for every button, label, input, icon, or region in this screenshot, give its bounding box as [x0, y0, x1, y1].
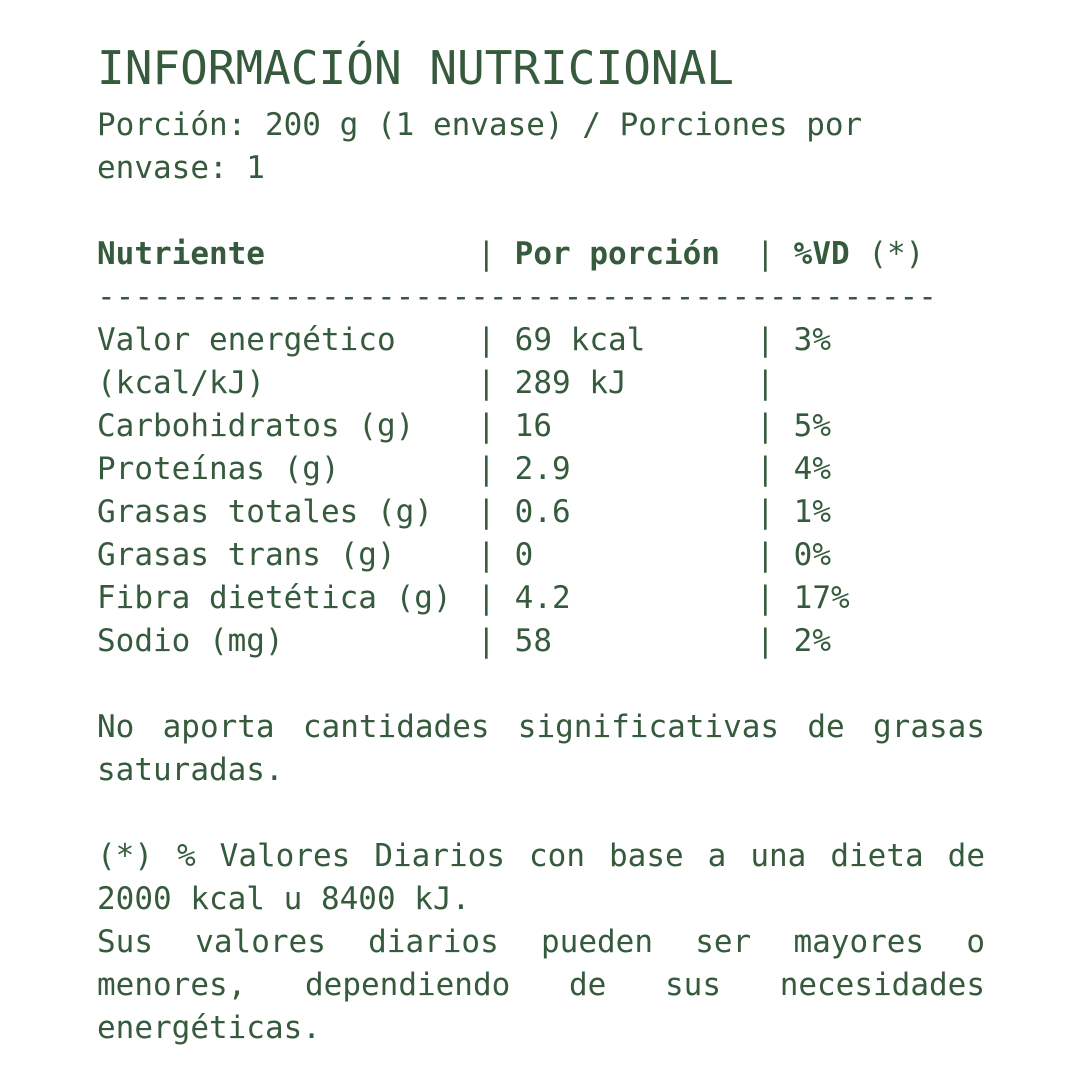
nutrient-dv: 5% — [793, 408, 831, 444]
table-header-row — [97, 233, 985, 276]
column-separator: | — [756, 580, 775, 616]
column-separator: | — [477, 451, 496, 487]
daily-values-variation-note: Sus valores diarios pueden ser mayores o menores, dependiendo de sus necesidades energéticas. — [97, 924, 985, 1046]
nutrient-name: Carbohidratos (g) — [97, 408, 415, 444]
column-header-nutrient: Nutriente — [97, 236, 265, 272]
column-separator: | — [756, 451, 775, 487]
nutrient-value: 0 — [514, 537, 534, 573]
column-separator: | — [477, 322, 496, 358]
column-separator: | — [756, 537, 775, 573]
table-row — [97, 620, 985, 663]
table-row — [97, 448, 985, 491]
nutrient-dv: 17% — [793, 580, 850, 616]
nutrient-dv: 1% — [793, 494, 831, 530]
nutrient-name: Sodio (mg) — [97, 623, 284, 659]
nutrient-dv: 0% — [793, 537, 831, 573]
column-header-per-serving-cell — [477, 233, 756, 276]
nutrient-value: 58 — [514, 623, 552, 659]
serving-info: Porción: 200 g (1 envase) / Porciones por envase: 1 — [97, 107, 863, 186]
table-row — [97, 362, 985, 405]
nutrient-name: Grasas totales (g) — [97, 494, 433, 530]
column-separator: | — [756, 408, 775, 444]
column-header-per-serving: Por porción — [514, 236, 720, 272]
table-row — [97, 319, 985, 362]
nutrient-value: 4.2 — [514, 580, 571, 616]
column-separator: | — [477, 537, 496, 573]
nutrient-value: 0.6 — [514, 494, 571, 530]
nutrient-dv: 4% — [793, 451, 831, 487]
column-separator: | — [756, 365, 775, 401]
column-separator: | — [756, 623, 775, 659]
column-separator: | — [756, 236, 775, 272]
table-row — [97, 491, 985, 534]
daily-values-footnote: (*) % Valores Diarios con base a una dieta de 2000 kcal u 8400 kJ. — [97, 838, 985, 917]
column-separator: | — [477, 623, 496, 659]
nutrient-name: Fibra dietética (g) — [97, 580, 452, 616]
nutrition-table — [97, 233, 985, 663]
column-separator: | — [477, 236, 496, 272]
nutrient-value: 69 kcal — [514, 322, 646, 358]
column-separator: | — [477, 408, 496, 444]
table-divider: --------------------------------------------- — [97, 279, 937, 315]
nutrient-value: 289 kJ — [514, 365, 627, 401]
column-separator: | — [756, 494, 775, 530]
nutrient-name: Proteínas (g) — [97, 451, 340, 487]
column-separator: | — [477, 365, 496, 401]
table-row — [97, 405, 985, 448]
nutrient-value: 16 — [514, 408, 552, 444]
column-separator: | — [756, 322, 775, 358]
nutrient-value: 2.9 — [514, 451, 571, 487]
column-header-vd-note: (*) — [868, 236, 925, 272]
nutrient-dv: 3% — [793, 322, 831, 358]
nutrient-name: (kcal/kJ) — [97, 365, 265, 401]
column-header-vd: %VD — [793, 236, 850, 272]
table-row — [97, 534, 985, 577]
column-separator: | — [477, 580, 496, 616]
column-separator: | — [477, 494, 496, 530]
table-row — [97, 577, 985, 620]
nutrient-name: Grasas trans (g) — [97, 537, 396, 573]
saturated-fat-note: No aporta cantidades significativas de grasas saturadas. — [97, 709, 985, 788]
column-header-vd-cell — [756, 233, 985, 276]
nutrient-dv: 2% — [793, 623, 831, 659]
page-title: INFORMACIÓN NUTRICIONAL — [97, 41, 734, 95]
nutrient-name: Valor energético — [97, 322, 396, 358]
